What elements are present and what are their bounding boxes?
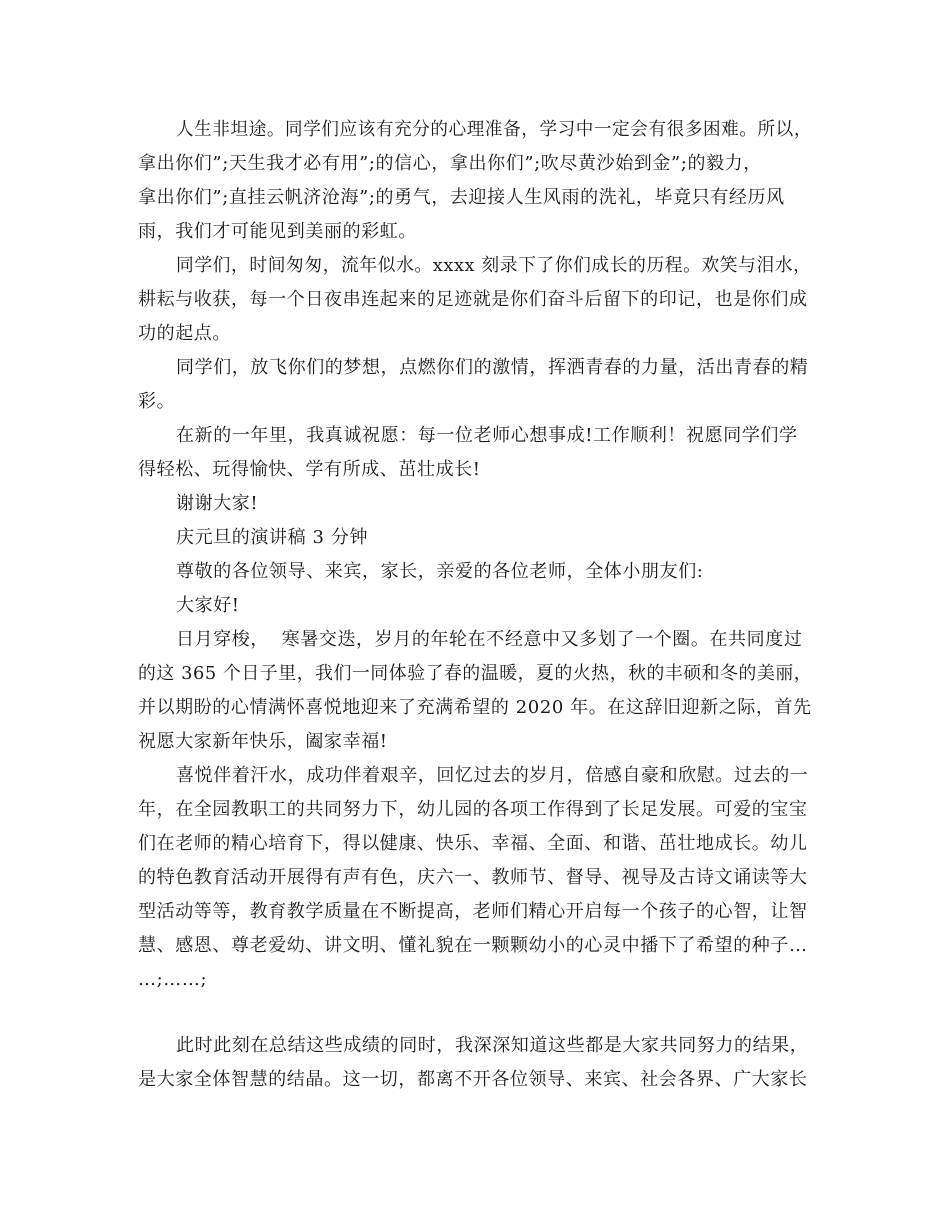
text-line: 此时此刻在总结这些成绩的同时，我深深知道这些都是大家共同努力的结果， [176, 1035, 809, 1056]
text-line: 雨，我们才可能见到美丽的彩虹。 [138, 221, 417, 242]
text-line: 的特色教育活动开展得有声有色，庆六一、教师节、督导、视导及古诗文诵读等大 [138, 867, 808, 888]
text-line: 同学们，放飞你们的梦想，点燃你们的激情，挥洒青春的力量，活出青春的精 [176, 357, 809, 378]
text-line: 得轻松、玩得愉快、学有所成、茁壮成长! [138, 459, 481, 480]
text-line: 们在老师的精心培育下，得以健康、快乐、幸福、全面、和谐、茁壮地成长。幼儿 [138, 833, 808, 854]
text-line: 喜悦伴着汗水，成功伴着艰辛，回忆过去的岁月，倍感自豪和欣慰。过去的一 [176, 765, 809, 786]
text-line: 型活动等等，教育教学质量在不断提高，老师们精心开启每一个孩子的心智，让智 [138, 901, 808, 922]
text-line: 并以期盼的心情满怀喜悦地迎来了充满希望的 2020 年。在这辞旧迎新之际，首先 [138, 697, 812, 718]
text-line: 彩。 [138, 391, 176, 412]
text-line: …;……; [138, 969, 208, 990]
text-line: 耕耘与收获，每一个日夜串连起来的足迹就是你们奋斗后留下的印记，也是你们成 [138, 289, 808, 310]
text-line: 拿出你们”;天生我才必有用”;的信心，拿出你们”;吹尽黄沙始到金”;的毅力， [138, 153, 762, 174]
text-line: 年，在全园教职工的共同努力下，幼儿园的各项工作得到了长足发展。可爱的宝宝 [138, 799, 808, 820]
text-line: 祝愿大家新年快乐，阖家幸福! [138, 731, 388, 752]
text-line: 人生非坦途。同学们应该有充分的心理准备，学习中一定会有很多困难。所以， [176, 119, 813, 140]
text-line: 拿出你们”;直挂云帆济沧海”;的勇气，去迎接人生风雨的洗礼，毕竟只有经历风 [138, 187, 785, 208]
text-line: 功的起点。 [138, 323, 231, 344]
text-line: 同学们，时间匆匆，流年似水。xxxx 刻录下了你们成长的历程。欢笑与泪水， [176, 255, 812, 276]
section-heading: 庆元旦的演讲稿 3 分钟 [176, 527, 369, 548]
text-line: 慧、感恩、尊老爱幼、讲文明、懂礼貌在一颗颗幼小的心灵中播下了希望的种子… [138, 935, 808, 956]
text-line: 日月穿梭， 寒暑交迭，岁月的年轮在不经意中又多划了一个圈。在共同度过 [176, 629, 803, 650]
text-line: 是大家全体智慧的结晶。这一切，都离不开各位领导、来宾、社会各界、广大家长 [138, 1069, 808, 1090]
text-line: 的这 365 个日子里，我们一同体验了春的温暖，夏的火热，秋的丰硕和冬的美丽， [138, 663, 813, 684]
text-line: 尊敬的各位领导、来宾，家长，亲爱的各位老师，全体小朋友们: [176, 561, 704, 582]
text-line: 大家好! [176, 595, 240, 616]
text-line: 谢谢大家! [176, 493, 259, 514]
text-line: 在新的一年里，我真诚祝愿：每一位老师心想事成!工作顺利！祝愿同学们学 [176, 425, 798, 446]
